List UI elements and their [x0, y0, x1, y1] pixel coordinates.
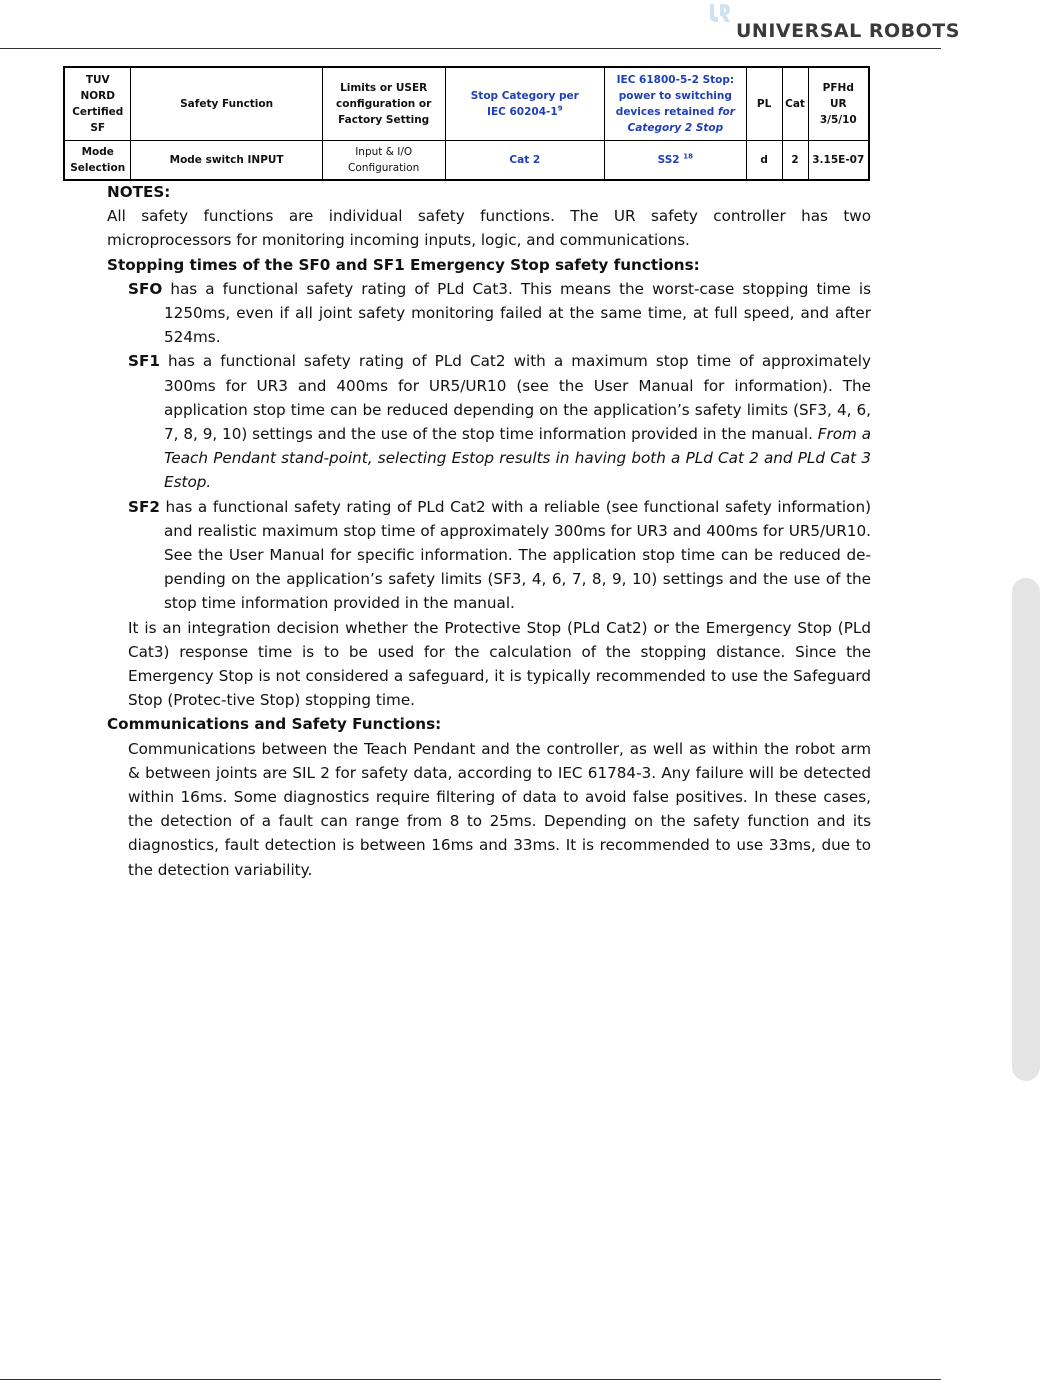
header-certified-sf: TUV NORD Certified SF — [64, 67, 131, 141]
cell-certified-sf: Mode Selection — [64, 141, 131, 181]
header-limits: Limits or USER configuration or Factory Setting — [322, 67, 445, 141]
notes-section — [107, 180, 871, 882]
header-pl: PL — [746, 67, 782, 141]
communications-note: Communications between the Teach Pendant and the controller, as well as within the robot arm & between joints are SIL 2 for safety data, according to IEC 61784-3. Any failure will be detected within 16ms. Some diagnostics require filtering of data to avoid false positives. In these cases, the detection of a fault can range from 8 to 25ms. Depending on the safety function and its diagnostics, fault detection is between 16ms and 33ms. It is recommended to use 33ms, due to the detection variability. — [128, 739, 871, 879]
communications-heading: Communications and Safety Functions: — [107, 715, 442, 734]
notes-intro: All safety functions are individual safety functions. The UR safety controller has two microprocessors for monitoring incoming inputs, logic, and communications. — [107, 207, 871, 250]
cell-limits: Input & I/O Configuration — [322, 141, 445, 181]
cell-iec-stop: SS2 $^{18}$ — [605, 141, 747, 181]
notes-title: NOTES: — [107, 183, 171, 201]
sf2-note: SF2 has a functional safety rating of PLd Cat2 with a reliable (see functional safety information) and realistic maximum stop time of approximately 300ms for UR3 and 400ms for UR5/UR10. See the User Manual for specific information. The application stop time can be reduced de-pending on the application’s safety limits (SF3, 4, 6, 7, 8, 9, 10) settings and the use of the stop time information provided in the manual. — [128, 497, 871, 613]
scrollbar-thumb[interactable] — [1012, 578, 1040, 1081]
stopping-times-heading: Stopping times of the SF0 and SF1 Emergency Stop safety functions: — [107, 255, 700, 274]
cell-pl: d — [746, 141, 782, 181]
header-rule — [0, 48, 941, 49]
header-iec-stop: IEC 61800-5-2 Stop: power to switching devices retained for Category 2 Stop — [605, 67, 747, 141]
header-safety-function: Safety Function — [131, 67, 322, 141]
brand-name: UNIVERSAL ROBOTS — [736, 20, 960, 42]
table-row — [64, 141, 869, 181]
integration-note: It is an integration decision whether the Protective Stop (PLd Cat2) or the Emergency Stop (PLd Cat3) response time is to be used for the calculation of the stopping distance. Since the Emergency Stop is not considered a safeguard, it is typically recommended to use the Safeguard Stop (Protec-tive Stop) stopping time. — [128, 618, 871, 710]
cell-cat: 2 — [782, 141, 808, 181]
sf1-note: SF1 has a functional safety rating of PLd Cat2 with a maximum stop time of approximately 300ms for UR3 and 400ms for UR5/UR10 (see the User Manual for information). The application stop time can be reduced depending on the application’s safety limits (SF3, 4, 6, 7, 8, 9, 10) settings and the use of the stop time information provided in the manual. From a Teach Pendant stand-point, selecting Estop results in having both a PLd Cat 2 and PLd Cat 3 Estop. — [128, 352, 871, 492]
table-header-row — [64, 67, 869, 141]
header-pfhd: PFHd UR 3/5/10 — [808, 67, 869, 141]
cell-pfhd: 3.15E-07 — [808, 141, 869, 181]
header-stop-category: Stop Category per IEC $60204-1^9$ — [445, 67, 604, 141]
safety-function-table — [63, 66, 870, 181]
cell-safety-function: Mode switch INPUT — [131, 141, 322, 181]
sf0-note: SFO has a functional safety rating of PLd Cat3. This means the worst-case stopping time is 1250ms, even if all joint safety monitoring failed at the same time, at full speed, and after 524ms. — [128, 279, 871, 347]
cell-stop-category: Cat 2 — [445, 141, 604, 181]
header-cat: Cat — [782, 67, 808, 141]
ur-logo-icon — [708, 2, 732, 24]
